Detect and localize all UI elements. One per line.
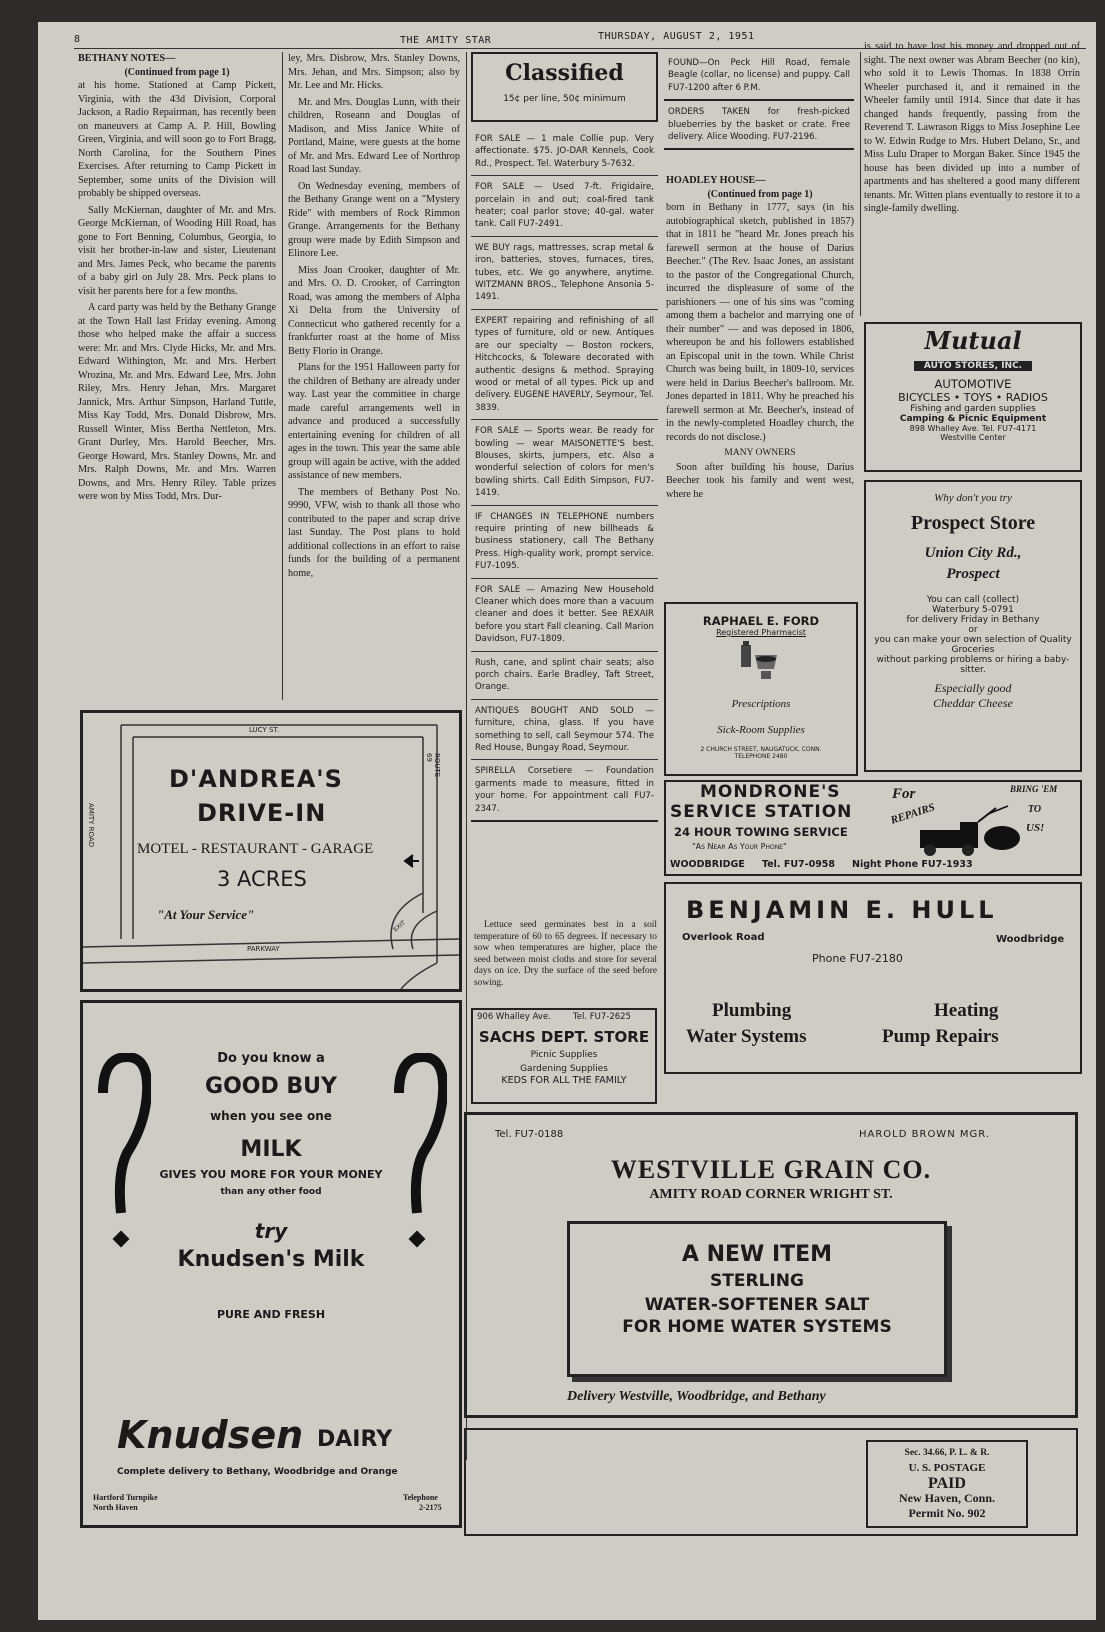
mutual-line4: Camping & Picnic Equipment	[899, 414, 1047, 424]
hoadley-title: HOADLEY HOUSE—	[666, 175, 766, 186]
hoadley-continued: (Continued from page 1)	[707, 188, 813, 200]
mutual-auto-stores-ad	[864, 322, 1082, 472]
classified-ad: EXPERT repairing and refinishing of all types of furniture, old or new. Antiques are our specialty — Boston rockers, Hitchcocks, & Toleware decorated with authentic designs & method. Spraying wood or metal of all types. Pick up and delivery. EUGENE HAVERLY, Seymour, Tel. 3839.	[471, 310, 658, 420]
newspaper-page	[38, 22, 1096, 1620]
hoadley-house-article	[666, 174, 854, 504]
classified-ad: FOR SALE — 1 male Collie pup. Very affectionate. $75. JO-DAR Kennels, Cook Rd., Prospect. Tel. Waterbury 5-7632.	[471, 128, 658, 176]
map-route-69: ROUTE 69	[425, 753, 441, 778]
postage-line5: Permit No. 902	[908, 1506, 986, 1520]
knudsen-line7: try	[254, 1219, 288, 1243]
paragraph: Plans for the 1951 Halloween party for the children of Bethany are already under way. Last year the committee in charge made careful arrangements well in advance and produced a successfully entertaining evening for children of all ages in the town. This year the same able group will again be active, with the added assistance of new members.	[288, 362, 460, 481]
knudsen-tel: 2-2175	[419, 1503, 442, 1512]
mutual-line2: BICYCLES • TOYS • RADIOS	[898, 391, 1048, 404]
classified-ad: FOR SALE — Used 7-ft. Frigidaire, porcelain in and out; coal-fired tank heater; coal parlor stove; 40-gal. water tank. Call FU7-2491.	[471, 176, 658, 237]
tow-truck-icon	[916, 804, 1026, 860]
classified-ad: ORDERS TAKEN for fresh-picked blueberries by the basket or crate. Free delivery. Alice Wooding. FU7-2196.	[664, 101, 854, 150]
ford-address: 2 CHURCH STREET, NAUGATUCK, CONN.	[700, 746, 822, 753]
map-exit: EXIT	[392, 919, 408, 934]
prospect-line2: Waterbury 5-0791	[932, 605, 1014, 615]
paragraph: The members of Bethany Post No. 9990, VFW, wish to thank all those who contributed to the paper and scrap drive last Sunday. The Post plans to hold additional collections in an effort to raise funds for the building of a permanent home,	[288, 486, 460, 579]
bethany-notes-col2	[288, 52, 460, 583]
mondrone-name: MONDRONE'S	[700, 782, 841, 802]
westville-mgr: HAROLD BROWN MGR.	[859, 1129, 991, 1140]
bethany-notes-col1	[78, 52, 276, 507]
knudsen-addr1: Hartford Turnpike	[93, 1493, 158, 1502]
hull-town: Woodbridge	[996, 934, 1065, 945]
sachs-tel: Tel. FU7-2625	[573, 1012, 631, 1022]
sachs-line3: KEDS FOR ALL THE FAMILY	[501, 1075, 627, 1086]
hoadley-subhead: MANY OWNERS	[724, 448, 796, 458]
prospect-name: Prospect Store	[910, 512, 1036, 534]
ford-line2: Sick-Room Supplies	[717, 724, 805, 736]
sachs-line1: Picnic Supplies	[530, 1050, 598, 1060]
paper-name: THE AMITY STAR	[400, 35, 492, 46]
paragraph: Miss Joan Crooker, daughter of Mr. and Mrs. O. D. Crooker, of Carrington Road, was among the members of Alpha Xi Delta from the University of Connecticut who gathered recently for a frankfurter roast at the home of Miss Betty Florio in Orange.	[288, 264, 460, 357]
hull-service2: Heating	[934, 1000, 999, 1021]
mondrone-tel: Tel. FU7-0958	[762, 859, 836, 870]
knudsen-line4: MILK	[240, 1137, 302, 1162]
sachs-addr: 906 Whalley Ave.	[477, 1012, 551, 1022]
prospect-line3: for delivery Friday in Bethany	[906, 615, 1040, 625]
classified-ad: IF CHANGES IN TELEPHONE numbers require printing of new billheads & business stationery, call The Bethany Press. High-quality work, prompt service. FU7-1095.	[471, 506, 658, 579]
westville-addr: AMITY ROAD CORNER WRIGHT ST.	[649, 1187, 893, 1202]
westville-tel: Tel. FU7-0188	[495, 1129, 564, 1140]
prospect-line7: Especially good	[934, 681, 1012, 695]
mondrone-repairs: REPAIRS	[889, 801, 937, 827]
knudsen-line8: Knudsen's Milk	[177, 1247, 365, 1272]
hull-phone: Phone FU7-2180	[812, 952, 903, 965]
bottom-box	[464, 1428, 1078, 1536]
dandrea-name: D'ANDREA'S	[169, 765, 343, 793]
prospect-line5: you can make your own selection of Quality Groceries	[874, 635, 1072, 655]
westville-delivery: Delivery Westville, Woodbridge, and Bethany	[567, 1389, 826, 1404]
classified-ad: FOR SALE — Amazing New Household Cleaner which does more than a vacuum cleaner and does it better. See REXAIR before you start Fall cleaning. Call Marion Davidson, FU7-1809.	[471, 579, 658, 652]
dandrea-slogan: "At Your Service"	[157, 907, 255, 922]
ford-name: RAPHAEL E. FORD	[702, 614, 820, 628]
classified-title: Classified	[505, 60, 624, 86]
dandreas-ad	[80, 710, 462, 992]
mondrone-sub: SERVICE STATION	[670, 802, 853, 822]
paragraph: ley, Mrs. Disbrow, Mrs. Stanley Downs, Mrs. Jehan, and Mrs. Simpson; also by Mr. Lee and Mr. Hicks.	[288, 53, 460, 91]
knudsen-line9: PURE AND FRESH	[216, 1308, 326, 1321]
paragraph: On Wednesday evening, members of the Bethany Grange went on a "Mystery Ride" with members of Rock Rimmon Grange. Arrangements for the Bethany group were made by Edith Simpson and Elinore Lee.	[288, 180, 460, 259]
prospect-tag: Why don't you try	[934, 492, 1012, 504]
westville-new1: A NEW ITEM	[681, 1242, 833, 1267]
prospect-store-ad	[864, 480, 1082, 772]
page-number: 8	[74, 34, 81, 45]
knudsen-delivery: Complete delivery to Bethany, Woodbridge and Orange	[117, 1467, 398, 1477]
classified-ads	[471, 128, 658, 822]
mondrone-to: TO	[1028, 804, 1042, 815]
mondrone-night: Night Phone FU7-1933	[852, 859, 973, 870]
knudsen-tel-label: Telephone	[403, 1493, 438, 1502]
paragraph: at his home. Stationed at Camp Pickett, Virginia, with the 43d Division, Corporal Jackson, a Radio Repairman, has recently been on maneuvers at Camp A. P. Hill, Bowling Green, Virginia, and will soon go to Fort Bragg, North Carolina, for the Southern Pines Exercises. After returning to Camp Pickett in September, some units of the Division will probably be shipped overseas.	[78, 80, 276, 199]
knudsen-line6: than any other food	[220, 1187, 322, 1197]
postage-permit	[866, 1440, 1028, 1528]
prospect-line1: You can call (collect)	[926, 595, 1020, 605]
classified-ad: SPIRELLA Corsetiere — Foundation garments made to measure, fitted in your home. For appointment call FU7-2347.	[471, 760, 658, 822]
mondrone-for: For	[892, 786, 916, 802]
classified-ad: ANTIQUES BOUGHT AND SOLD — furniture, china, glass. If you have something to sell, call Seymour 574. The Red House, Bungay Road, Seymour.	[471, 700, 658, 761]
mondrone-slogan: "As Near As Your Phone"	[692, 842, 787, 851]
hull-service4: Pump Repairs	[882, 1026, 999, 1047]
prospect-line4: or	[968, 625, 978, 635]
postage-line1: Sec. 34.66, P. L. & R.	[904, 1448, 990, 1458]
paragraph: Soon after building his house, Darius Beecher took his family and went west, where he	[666, 461, 854, 500]
dandrea-line: MOTEL - RESTAURANT - GARAGE	[137, 841, 374, 857]
raphael-ford-ad	[664, 602, 858, 776]
prospect-road: Union City Rd.,	[924, 545, 1022, 561]
hull-service3: Water Systems	[686, 1026, 807, 1047]
postage-line4: New Haven, Conn.	[898, 1491, 995, 1505]
hull-name: BENJAMIN E. HULL	[686, 896, 998, 924]
prospect-line8: Cheddar Cheese	[933, 696, 1013, 710]
sachs-line2: Gardening Supplies	[520, 1064, 608, 1074]
ford-telephone: TELEPHONE 2480	[734, 753, 788, 760]
issue-date: THURSDAY, AUGUST 2, 1951	[598, 31, 755, 42]
classified-ad: FOR SALE — Sports wear. Be ready for bowling — wear MAISONETTE'S best. Blouses, skirts, jumpers, etc. Also a wonderful selection of colors for men's bowling shirts. Call Edith Simpson, FU7-1419.	[471, 420, 658, 505]
prospect-line6: without parking problems or hiring a baby-sitter.	[876, 655, 1070, 675]
knudsen-logo: Knudsen	[117, 1413, 304, 1457]
sachs-ad	[471, 1008, 657, 1104]
westville-new4: FOR HOME WATER SYSTEMS	[622, 1317, 892, 1337]
classified-rate: 15¢ per line, 50¢ minimum	[503, 94, 626, 104]
postage-line3: PAID	[928, 1475, 966, 1492]
prospect-town: Prospect	[946, 566, 1000, 582]
mutual-sub: AUTO STORES, INC.	[914, 361, 1032, 371]
map-amity-road: AMITY ROAD	[87, 803, 95, 848]
lettuce-filler: Lettuce seed germinates best in a soil temperature of 60 to 65 degrees. If necessary to sow when temperatures are higher, place the seed between moist cloths and store for several days on ice. Dry the surface of the seed before sowing.	[474, 920, 657, 988]
mortar-pestle-icon	[731, 641, 791, 683]
classified-ads-right	[664, 52, 854, 150]
knudsen-dairy: DAIRY	[317, 1427, 393, 1452]
question-mark-icon	[393, 1053, 447, 1253]
paragraph: Sally McKiernan, daughter of Mr. and Mrs. George McKiernan, of Wooding Hill Road, has gone to Fort Benning, Columbus, Georgia, to visit her brother-in-law and sister, Lieutenant and Mrs. James Peck, who became the parents of a baby girl on July 28. Mrs. Peck plans to visit her parents here for a few months.	[78, 204, 276, 297]
paragraph: Mr. and Mrs. Douglas Lunn, with their children, Roseann and Douglas of Madison, and Miss Janice White of Portland, Maine, were guests at the home of Mr. and Mrs. Edward Lee of Northrop Road last Sunday.	[288, 96, 460, 175]
knudsen-line3: when you see one	[210, 1109, 332, 1123]
paragraph: born in Bethany in 1777, says (in his autobiographical sketch, published in 1857) that in 1811 he "heard Mr. Jones preach his farewell sermon at the house of Darius Beecher." (The Rev. Isaac Jones, an assistant to the pastor of the Congregational Church, incurred the displeasure of some of the parishioners — one of his sins was "coming among them a bachelor and marrying one of their number" — and was deposed in 1806, whereupon he and his followers established an Episcopal unit in the town. While Christ Church was being built, in 1809-10, services were held in Darius Beecher's ballroom. Mr. Jones departed in 1811. Why he preached his farewell sermon at Mr. Beecher's, instead of in the newly-completed Hoadley church, the records do not disclose.)	[666, 202, 854, 443]
dandrea-drivein: DRIVE-IN	[197, 799, 327, 827]
mutual-line5: 898 Whalley Ave. Tel. FU7-4171	[909, 424, 1037, 433]
classified-ad: FOUND—On Peck Hill Road, female Beagle (collar, no license) and puppy. Call FU7-1200 after 6 P.M.	[664, 52, 854, 101]
mondrones-ad	[664, 780, 1082, 876]
westville-grain-ad	[464, 1112, 1078, 1418]
hoadley-house-col4	[864, 40, 1080, 219]
westville-new3: WATER-SOFTENER SALT	[644, 1295, 870, 1315]
mutual-line1: AUTOMOTIVE	[934, 377, 1012, 391]
westville-name: WESTVILLE GRAIN CO.	[610, 1155, 932, 1184]
bethany-continued: (Continued from page 1)	[124, 66, 230, 78]
hull-service1: Plumbing	[712, 1000, 792, 1021]
classified-ad: Rush, cane, and splint chair seats; also porch chairs. Earle Bradley, Taft Street, Orange.	[471, 652, 658, 700]
bethany-notes-title: BETHANY NOTES—	[78, 53, 176, 64]
mondrone-town: WOODBRIDGE	[670, 859, 745, 870]
column-rule	[860, 52, 861, 316]
mutual-line3: Fishing and garden supplies	[910, 404, 1036, 414]
mondrone-us: US!	[1026, 822, 1045, 834]
knudsen-addr2: North Haven	[93, 1503, 138, 1512]
sachs-name: SACHS DEPT. STORE	[478, 1028, 650, 1046]
question-mark-icon	[97, 1053, 151, 1253]
ford-line1: Prescriptions	[731, 698, 791, 710]
paragraph: A card party was held by the Bethany Grange at the Town Hall last Friday evening. Among those who helped make the affair a success were: Mr. and Mrs. Clyde Hicks, Mr. and Mrs. Edward Withington, Mr. and Mrs. Herbert Wrozina, Mr. and Mrs. Edward Lee, Mrs. John Riley, Mrs. Henry Jehan, Mrs. Margaret Jannick, Mrs. Arthur Simpson, Harland Tuttle, Miss Kay Todd, Mrs. Donald Disbrow, Mrs. Russell Winter, Miss Bertha Nettleton, Mrs. Grant Durley, Mrs. Harold Beecher, Mrs. George Howard, Mrs. Stanley Downs, Mr. and Mrs. Ralph Downs, Mr. and Mrs. Warren Downs, and Mrs. Henry Riley. Table prizes were won by Miss Todd, Mrs. Dur-	[78, 302, 276, 502]
hull-road: Overlook Road	[682, 932, 765, 943]
classified-header	[471, 52, 658, 122]
map-lucy-st: LUCY ST.	[249, 726, 280, 734]
dandrea-acres: 3 ACRES	[217, 867, 307, 891]
column-rule	[282, 52, 283, 700]
knudsen-ad	[80, 1000, 462, 1528]
knudsen-line1: Do you know a	[217, 1051, 325, 1066]
mondrone-towing: 24 HOUR TOWING SERVICE	[674, 825, 848, 839]
paragraph: is said to have lost his money and dropped out of sight. The next owner was Abram Beecher (no kin), who sold it to Lewis Thomas. In 1838 Orrin Wheeler purchased it, and it remained in the Wheeler family until 1914. Since that date it has changed hands frequently, passing from the Reverend T. Lawrason Riggs to Miss Josephine Lee to W. Edwin Rudge to Mrs. Hubert Delano, Sr., and Miss Lulu Draper to Morgan Baker. Since 1945 the house has been divided up into a number of apartments and has sheltered a good many different tenants. Mr. Witten plans eventually to restore it to a single-family dwelling.	[864, 41, 1080, 214]
hull-ad	[664, 882, 1082, 1074]
westville-new2: STERLING	[710, 1271, 804, 1291]
ford-title: Registered Pharmacist	[716, 628, 806, 637]
classified-ad: WE BUY rags, mattresses, scrap metal & iron, batteries, stoves, furnaces, tires, tubes, etc. We go anywhere, anytime. WITZMANN BROS., Telephone Ansonia 5-1491.	[471, 237, 658, 310]
map-parkway: PARKWAY	[247, 945, 280, 953]
mutual-line6: Westville Center	[940, 433, 1006, 442]
postage-line2: U. S. POSTAGE	[908, 1462, 986, 1474]
knudsen-line2: GOOD BUY	[205, 1074, 337, 1099]
mutual-logo: Mutual	[924, 326, 1022, 355]
knudsen-line5: GIVES YOU MORE FOR YOUR MONEY	[159, 1168, 383, 1181]
mondrone-bring: BRING 'EM	[1010, 784, 1058, 794]
westville-new-item-box	[567, 1221, 947, 1377]
